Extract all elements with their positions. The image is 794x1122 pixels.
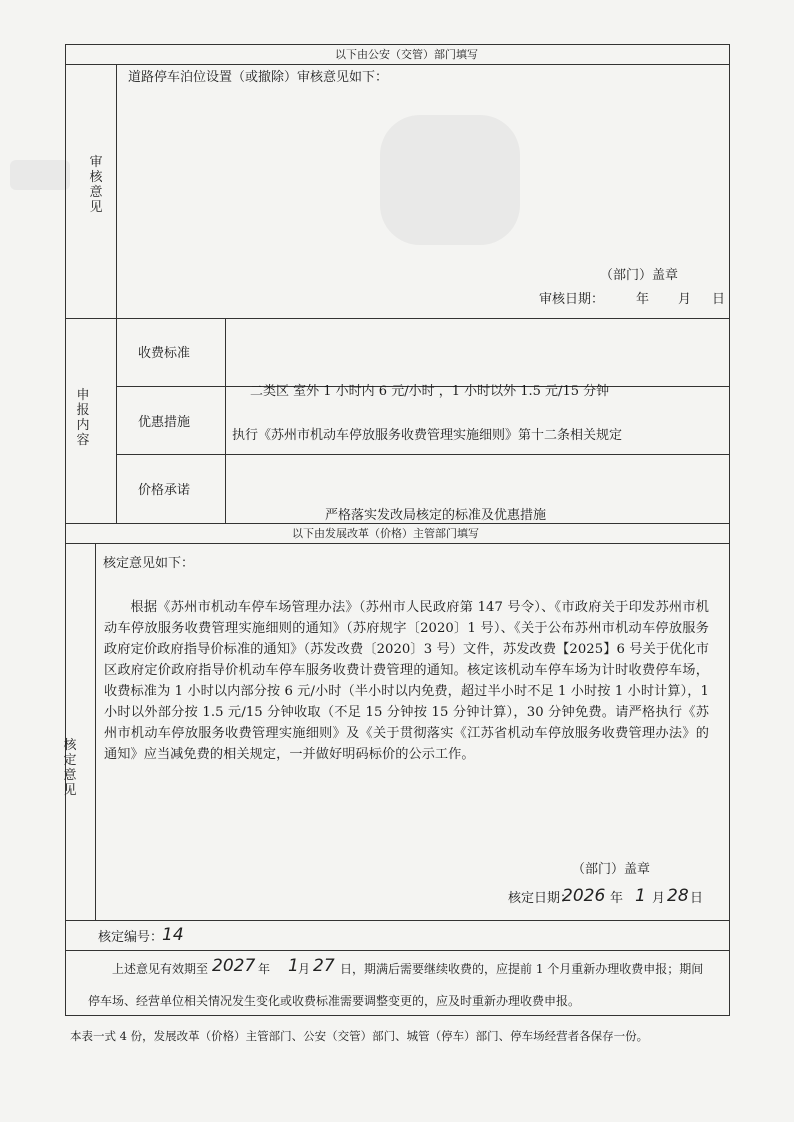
validity-year: 年: [258, 962, 271, 976]
divider: [225, 318, 226, 523]
approval-number-value: 14: [162, 925, 184, 945]
price-commitment-label: 价格承诺: [138, 483, 191, 498]
price-commitment-value: 严格落实发改局核定的标准及优惠措施: [325, 508, 547, 523]
reform-date-year-handwritten: 2026: [562, 886, 606, 906]
discount-value: 执行《苏州市机动车停放服务收费管理实施细则》第十二条相关规定: [232, 428, 623, 443]
validity-suffix: 日，期满后需要继续收费的，应提前 1 个月重新办理收费申报；期间: [340, 962, 704, 976]
police-date-year: 年: [636, 292, 650, 307]
divider: [116, 318, 117, 523]
fee-standard-value: 二类区 室外 1 小时内 6 元/小时 ，1 小时以外 1.5 元/15 分钟: [250, 384, 610, 399]
police-date-day: 日: [712, 292, 726, 307]
divider: [65, 920, 730, 921]
divider: [116, 64, 117, 318]
divider: [65, 64, 730, 65]
approval-opinion-body: 根据《苏州市机动车停车场管理办法》（苏州市人民政府第 147 号令）、《市政府关于印发苏州市机动车停放服务收费管理实施细则的通知》（苏府规字〔2020〕1 号）、《关于公布苏州市机动车停放服务政府定价政府指导价标准的通知》（苏发改费〔2020〕3 号）文件，苏发改费【2025】6 号关于优化市区政府定价政府指导价机动车停车服务收费计费管理的通知。核定该机动车停车场为计时收费停车场，收费标准为 1 小时以内部分按 6 元/小时（半小时以内免费，超过半小时不足 1 小时按 1 小时计算），1 小时以外部分按 1.5 元/15 分钟收取（不足 15 分钟按 15 分钟计算），30 分钟免费。请严格执行《苏州市机动车停放服务收费管理实施细则》及《关于贯彻落实《江苏省机动车停放服务收费管理办法》的通知》应当减免费的相关规定，一并做好明码标价的公示工作。: [104, 600, 709, 762]
police-seal-text: （部门）盖章: [600, 268, 679, 283]
validity-line-2: 停车场、经营单位相关情况发生变化或收费标准需要调整变更的，应及时重新办理收费申报。: [88, 994, 581, 1008]
validity-year-handwritten: 2027: [212, 956, 256, 976]
application-side-label: 申报内容: [76, 388, 90, 448]
reform-date-label: 核定日期：: [508, 891, 574, 906]
scan-smudge: [10, 160, 70, 190]
fee-standard-label: 收费标准: [138, 346, 191, 361]
divider: [65, 523, 730, 524]
validity-day-handwritten: 27: [313, 956, 335, 976]
divider: [116, 454, 730, 455]
reform-date-day: 日: [690, 891, 704, 906]
reform-side-label: 核定意见: [63, 738, 77, 798]
reform-date-day-handwritten: 28: [667, 886, 689, 906]
divider: [65, 543, 730, 544]
discount-label: 优惠措施: [138, 415, 191, 430]
reform-date-month-handwritten: 1: [635, 886, 646, 906]
police-side-label: 审核意见: [89, 155, 103, 215]
validity-month-handwritten: 1: [288, 956, 299, 976]
approval-number-label: 核定编号：: [98, 930, 164, 945]
reform-section-header: 以下由发展改革（价格）主管部门填写: [292, 527, 479, 540]
police-section-header: 以下由公安（交管）部门填写: [335, 48, 478, 61]
footer-note: 本表一式 4 份，发展改革（价格）主管部门、公安（交管）部门、城管（停车）部门、停车场经营者各保存一份。: [70, 1029, 649, 1043]
reform-seal-text: （部门）盖章: [572, 862, 651, 877]
divider: [65, 318, 730, 319]
police-opinion-heading: 道路停车泊位设置（或撤除）审核意见如下：: [128, 70, 389, 85]
police-date-label: 审核日期：: [539, 292, 605, 307]
validity-month: 月: [298, 962, 311, 976]
police-date-month: 月: [678, 292, 692, 307]
divider: [65, 950, 730, 951]
divider: [95, 543, 96, 920]
validity-prefix: 上述意见有效期至: [112, 962, 209, 976]
reform-opinion-heading: 核定意见如下：: [103, 556, 195, 571]
reform-date-year: 年: [610, 891, 624, 906]
reform-date-month: 月: [652, 891, 666, 906]
